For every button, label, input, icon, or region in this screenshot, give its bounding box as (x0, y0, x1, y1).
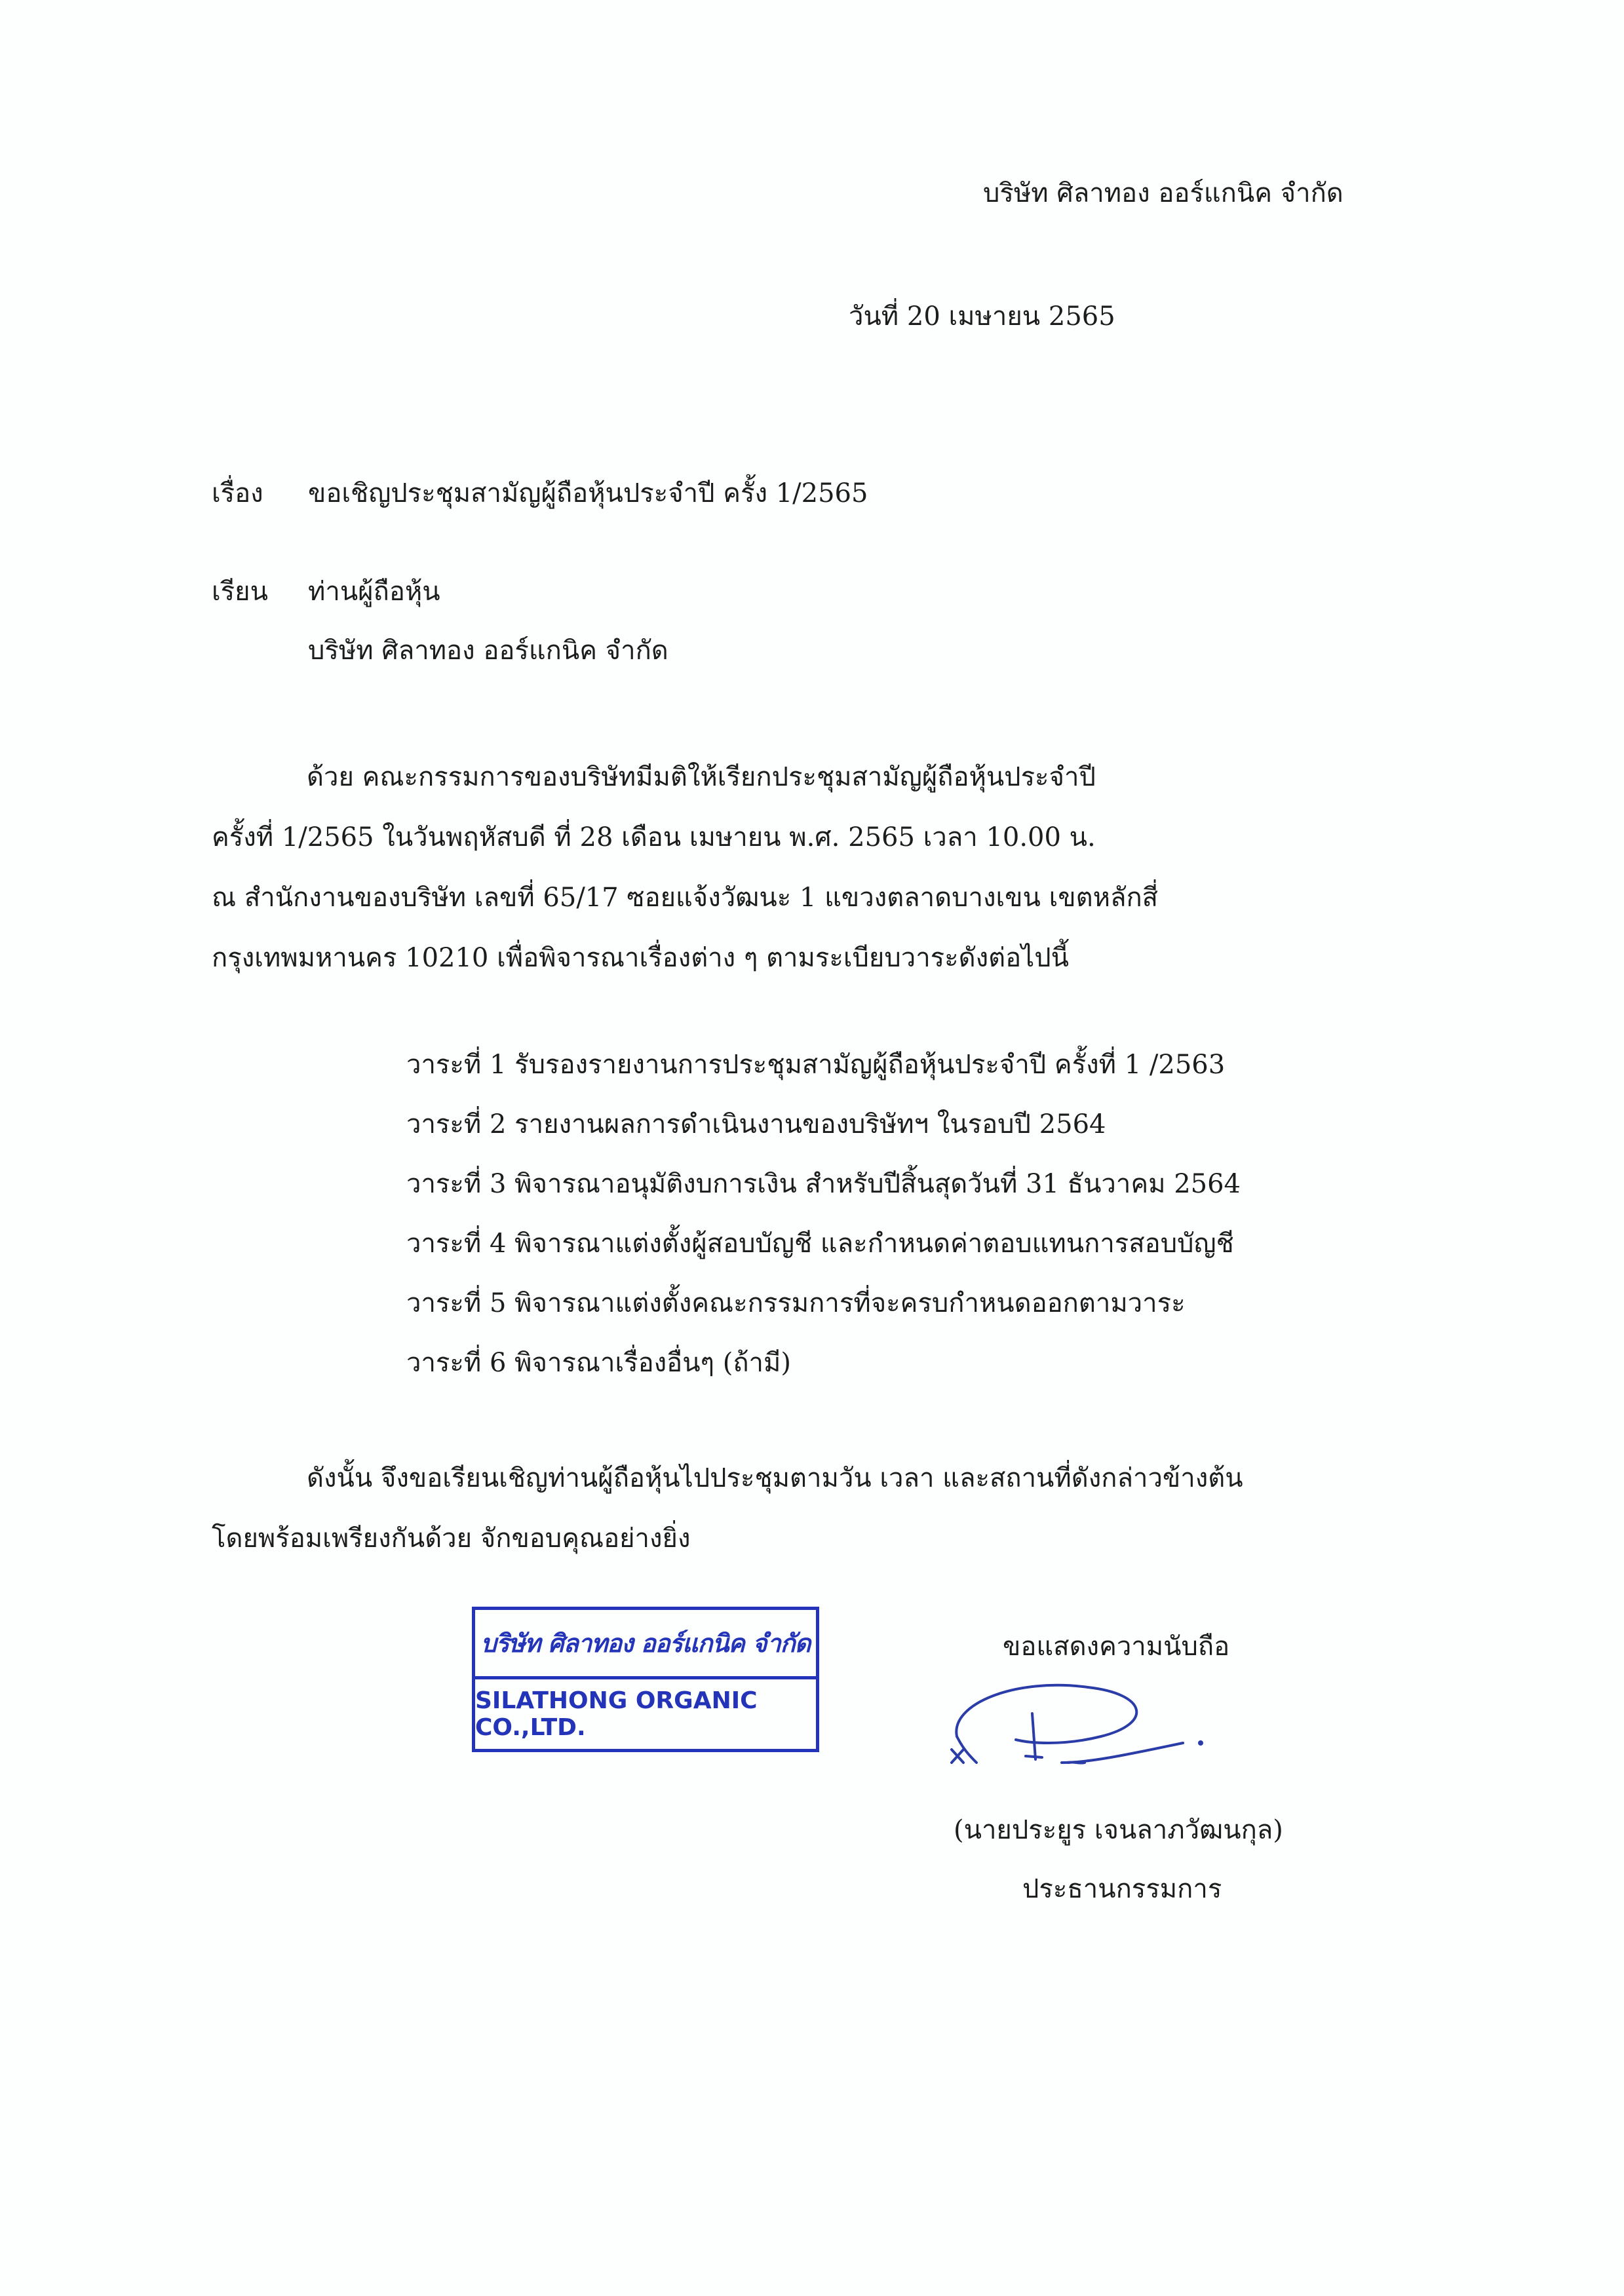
signer-name: (นายประยูร เจนลาภวัฒนกุล) (954, 1815, 1283, 1845)
body-line: ณ สำนักงานของบริษัท เลขที่ 65/17 ซอยแจ้งวัฒนะ 1 แขวงตลาดบางเขน เขตหลักสี่ (212, 883, 1159, 913)
agenda-list (406, 1035, 1241, 1393)
company-header: บริษัท ศิลาทอง ออร์แกนิค จำกัด (983, 178, 1344, 208)
agenda-item: วาระที่ 3 พิจารณาอนุมัติงบการเงิน สำหรับปีสิ้นสุดวันที่ 31 ธันวาคม 2564 (406, 1169, 1241, 1199)
agenda-item: วาระที่ 5 พิจารณาแต่งตั้งคณะกรรมการที่จะครบกำหนดออกตามวาระ (406, 1288, 1186, 1318)
closing-line: โดยพร้อมเพรียงกันด้วย จักขอบคุณอย่างยิ่ง (212, 1523, 691, 1554)
signer-title: ประธานกรรมการ (1022, 1874, 1222, 1904)
stamp-english-name: SILATHONG ORGANIC CO.,LTD. (475, 1687, 758, 1741)
stamp-thai-name: บริษัท ศิลาทอง ออร์แกนิค จำกัด (475, 1610, 816, 1679)
recipient-label: เรียน (212, 577, 268, 607)
regards-text: ขอแสดงความนับถือ (1003, 1632, 1230, 1662)
subject-text: ขอเชิญประชุมสามัญผู้ถือหุ้นประจำปี ครั้ง 1/2565 (308, 478, 868, 508)
body-line: กรุงเทพมหานคร 10210 เพื่อพิจารณาเรื่องต่าง ๆ ตามระเบียบวาระดังต่อไปนี้ (212, 943, 1069, 973)
agenda-item: วาระที่ 4 พิจารณาแต่งตั้งผู้สอบบัญชี และกำหนดค่าตอบแทนการสอบบัญชี (406, 1229, 1234, 1259)
letter-date: วันที่ 20 เมษายน 2565 (849, 301, 1115, 332)
body-line: ครั้งที่ 1/2565 ในวันพฤหัสบดี ที่ 28 เดือน เมษายน พ.ศ. 2565 เวลา 10.00 น. (212, 822, 1096, 852)
agenda-item: วาระที่ 2 รายงานผลการดำเนินงานของบริษัทฯ ในรอบปี 2564 (406, 1109, 1106, 1139)
agenda-item: วาระที่ 1 รับรองรายงานการประชุมสามัญผู้ถือหุ้นประจำปี ครั้งที่ 1 /2563 (406, 1050, 1226, 1080)
company-stamp (472, 1607, 819, 1752)
body-paragraph (212, 747, 1313, 988)
handwritten-signature (937, 1664, 1219, 1795)
closing-paragraph (212, 1448, 1243, 1569)
recipient-line-2: บริษัท ศิลาทอง ออร์แกนิค จำกัด (308, 636, 668, 666)
subject-label: เรื่อง (212, 478, 263, 508)
body-line: ด้วย คณะกรรมการของบริษัทมีมติให้เรียกประชุมสามัญผู้ถือหุ้นประจำปี (307, 762, 1096, 792)
closing-line: ดังนั้น จึงขอเรียนเชิญท่านผู้ถือหุ้นไปประชุมตามวัน เวลา และสถานที่ดังกล่าวข้างต้น (307, 1463, 1243, 1493)
recipient-line-1: ท่านผู้ถือหุ้น (308, 577, 440, 607)
agenda-item: วาระที่ 6 พิจารณาเรื่องอื่นๆ (ถ้ามี) (406, 1348, 791, 1378)
